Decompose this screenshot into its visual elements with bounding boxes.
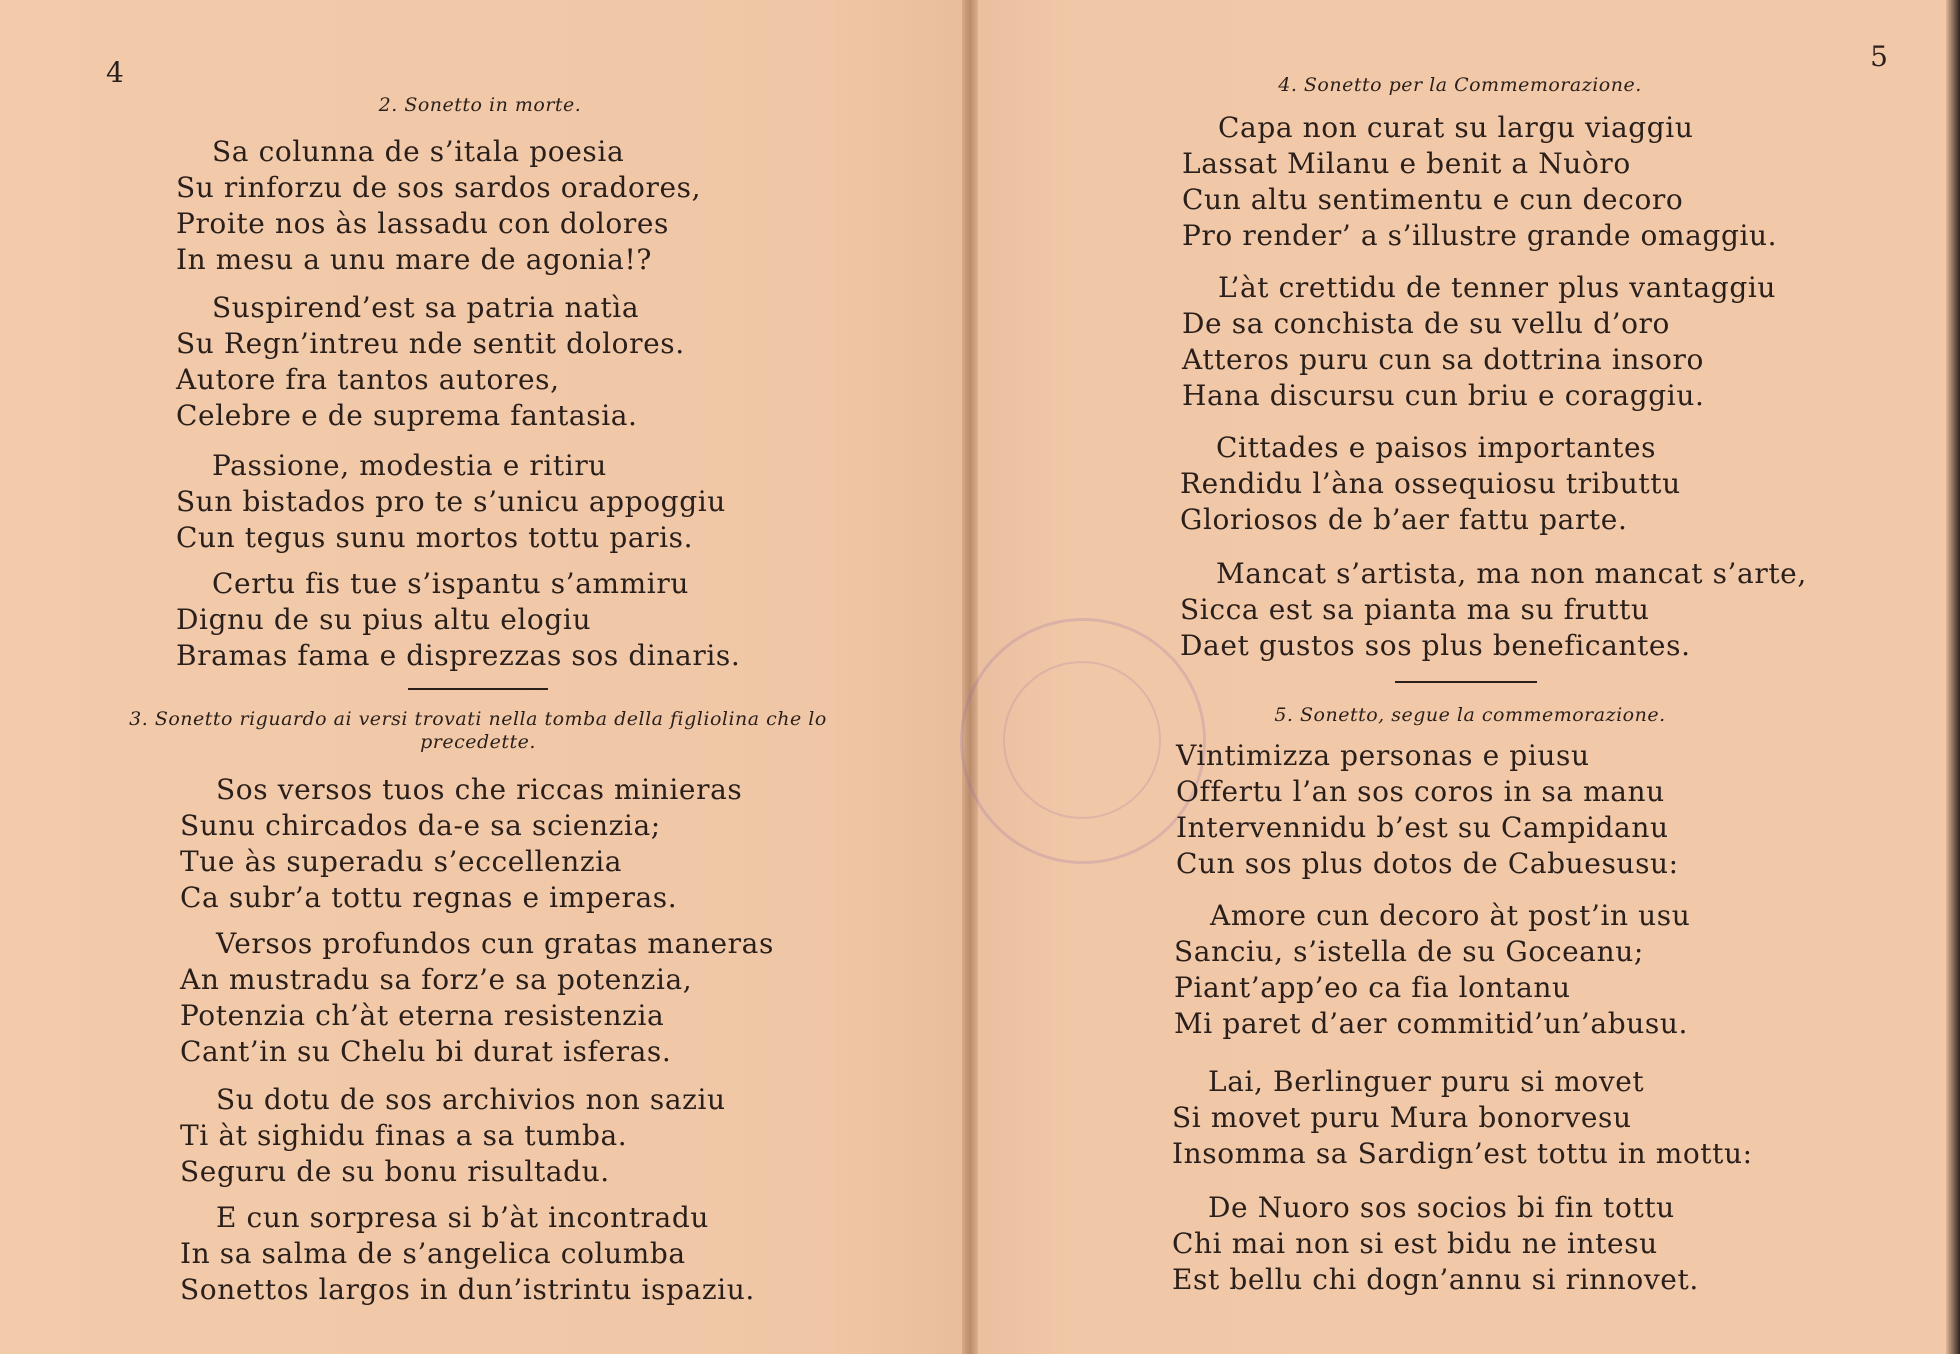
verse-line: Sun bistados pro te s’unicu appoggiu [176,485,726,518]
verse-line: Tue às superadu s’eccellenzia [180,845,623,878]
verse-line: An mustradu sa forz’e sa potenzia, [180,963,693,996]
verse-line: Bramas fama e disprezzas sos dinaris. [176,639,741,672]
verse-line: De Nuoro sos socios bi fin tottu [1208,1191,1675,1224]
verse-line: Atteros puru cun sa dottrina insoro [1182,343,1704,376]
verse-line: Insomma sa Sardign’est tottu in mottu: [1172,1137,1753,1170]
verse-line: Pro render’ a s’illustre grande omaggiu. [1182,219,1778,252]
verse-line: Lassat Milanu e benit a Nuòro [1182,147,1631,180]
page-edge [1946,0,1960,1354]
verse-line: Cun tegus sunu mortos tottu paris. [176,521,694,554]
stanza [1172,1064,1753,1172]
verse-line: Sos versos tuos che riccas minieras [216,773,743,806]
verse-line: In sa salma de s’angelica columba [180,1237,686,1270]
stanza [176,134,701,278]
stanza [1174,898,1690,1042]
verse-line: Ca subr’a tottu regnas e imperas. [180,881,678,914]
verse-line: Mi paret d’aer commitid’un’abusu. [1174,1007,1688,1040]
verse-line: Seguru de su bonu risultadu. [180,1155,610,1188]
verse-line: Gloriosos de b’aer fattu parte. [1180,503,1628,536]
verse-line: Cittades e paisos importantes [1216,431,1657,464]
section-divider [1395,681,1537,683]
verse-line: Piant’app’eo ca fia lontanu [1174,971,1571,1004]
verse-line: Proite nos às lassadu con dolores [176,207,670,240]
sonnet-title: 3. Sonetto riguardo ai versi trovati nella tomba della figliolina che lo precedette. [129,708,827,753]
verse-line: L’àt crettidu de tenner plus vantaggiu [1218,271,1777,304]
verse-line: Versos profundos cun gratas maneras [216,927,774,960]
stanza [176,566,740,674]
verse-line: Amore cun decoro àt post’in usu [1210,899,1691,932]
stanza [176,290,685,434]
verse-line: Certu fis tue s’ispantu s’ammiru [212,567,689,600]
verse-line: Sonettos largos in dun’istrintu ispaziu. [180,1273,755,1306]
stanza [180,1200,755,1308]
verse-line: Passione, modestia e ritiru [212,449,607,482]
stanza [176,448,726,556]
verse-line: Autore fra tantos autores, [176,363,560,396]
stanza [1182,270,1776,414]
verse-line: Sunu chircados da-e sa scienzia; [180,809,661,842]
verse-line: Sicca est sa pianta ma su fruttu [1180,593,1650,626]
stanza [1180,556,1807,664]
verse-line: Su dotu de sos archivios non saziu [216,1083,726,1116]
verse-line: De sa conchista de su vellu d’oro [1182,307,1670,340]
verse-line: Su Regn’intreu nde sentit dolores. [176,327,685,360]
stanza [180,1082,726,1190]
verse-line: Cant’in su Chelu bi durat isferas. [180,1035,672,1068]
verse-line: Daet gustos sos plus beneficantes. [1180,629,1691,662]
book-gutter [962,0,978,1354]
page-number-right: 5 [1870,40,1888,73]
verse-line: Hana discursu cun briu e coraggiu. [1182,379,1705,412]
sonnet-title: 2. Sonetto in morte. [378,94,582,116]
page-number-left: 4 [106,56,124,89]
verse-line: Su rinforzu de sos sardos oradores, [176,171,702,204]
ink-stamp-icon [960,618,1206,864]
verse-line: In mesu a unu mare de agonia!? [176,243,652,276]
verse-line: Dignu de su pius altu elogiu [176,603,592,636]
verse-line: Ti àt sighidu finas a sa tumba. [180,1119,628,1152]
verse-line: Chi mai non si est bidu ne intesu [1172,1227,1658,1260]
stanza [1176,738,1679,882]
verse-line: Est bellu chi dogn’annu si rinnovet. [1172,1263,1699,1296]
verse-line: Sanciu, s’istella de su Goceanu; [1174,935,1644,968]
verse-line: Mancat s’artista, ma non mancat s’arte, [1216,557,1807,590]
verse-line: E cun sorpresa si b’àt incontradu [216,1201,709,1234]
verse-line: Potenzia ch’àt eterna resistenzia [180,999,665,1032]
verse-line: Vintimizza personas e piusu [1176,739,1590,772]
section-divider [408,688,548,690]
verse-line: Lai, Berlinguer puru si movet [1208,1065,1645,1098]
verse-line: Sa colunna de s’itala poesia [212,135,625,168]
stanza [1172,1190,1699,1298]
verse-line: Intervennidu b’est su Campidanu [1176,811,1669,844]
verse-line: Cun altu sentimentu e cun decoro [1182,183,1684,216]
sonnet-title: 5. Sonetto, segue la commemorazione. [1274,704,1666,726]
stanza [180,926,774,1070]
verse-line: Suspirend’est sa patria natìa [212,291,640,324]
verse-line: Celebre e de suprema fantasia. [176,399,638,432]
stanza [1180,430,1681,538]
verse-line: Si movet puru Mura bonorvesu [1172,1101,1632,1134]
verse-line: Cun sos plus dotos de Cabuesusu: [1176,847,1679,880]
stanza [180,772,742,916]
verse-line: Offertu l’an sos coros in sa manu [1176,775,1665,808]
verse-line: Rendidu l’àna ossequiosu tributtu [1180,467,1681,500]
verse-line: Capa non curat su largu viaggiu [1218,111,1694,144]
stanza [1182,110,1777,254]
sonnet-title: 4. Sonetto per la Commemorazione. [1278,74,1642,96]
